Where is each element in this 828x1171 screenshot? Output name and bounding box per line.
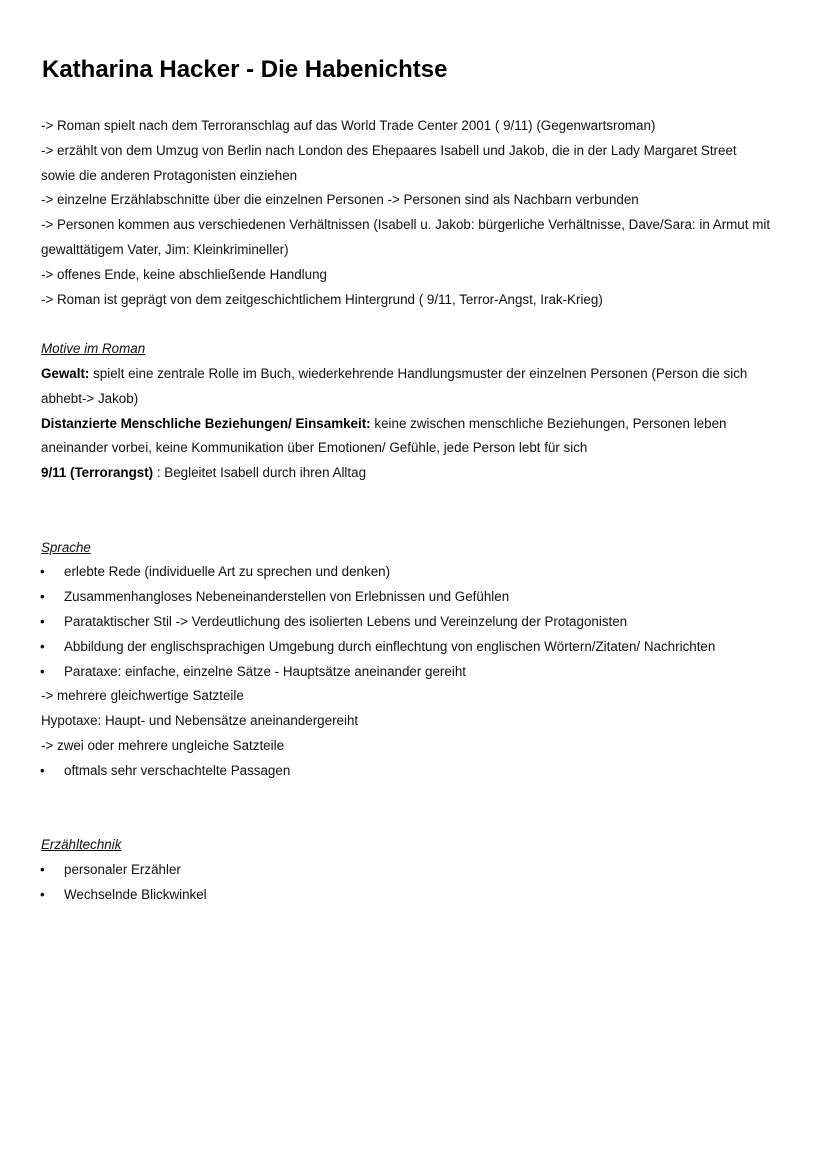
intro-line: -> einzelne Erzählabschnitte über die einzelnen Personen -> Personen sind als Nachbarn verbunden: [41, 192, 639, 208]
motive-distanz: [0, 412, 828, 437]
intro-line: gewalttätigem Vater, Jim: Kleinkrimineller): [41, 241, 289, 257]
gewalt-text: spielt eine zentrale Rolle im Buch, wiederkehrende Handlungsmuster der einzelnen Personen (Person die sich: [89, 365, 748, 381]
list-item: [0, 635, 828, 660]
motive-gewalt-cont: abhebt-> Jakob): [41, 390, 139, 406]
blank-line: [0, 784, 828, 809]
motive-distanz-cont: aneinander vorbei, keine Kommunikation über Emotionen/ Gefühle, jede Person lebt für sich: [41, 440, 588, 456]
bullet-icon: •: [40, 564, 45, 580]
gewalt-label: Gewalt:: [41, 365, 90, 381]
terror-label: 9/11 (Terrorangst): [41, 465, 154, 481]
sprache-heading: Sprache: [41, 539, 91, 555]
list-item-text: Parataxe: einfache, einzelne Sätze - Hauptsätze aneinander gereiht: [64, 663, 466, 679]
document-title: Katharina Hacker - Die Habenichtse: [42, 56, 448, 83]
list-item-text: Abbildung der englischsprachigen Umgebung durch einflechtung von englischen Wörtern/Zitaten/ Nachrichten: [64, 638, 716, 654]
list-item-text: personaler Erzähler: [64, 861, 181, 877]
sprache-line: -> zwei oder mehrere ungleiche Satzteile: [41, 737, 285, 753]
list-item: [0, 883, 828, 908]
blank-line: [0, 486, 828, 511]
sprache-line: -> mehrere gleichwertige Satzteile: [41, 688, 244, 704]
list-item: [0, 759, 828, 784]
document-body: [0, 114, 828, 908]
sprache-section: [0, 536, 828, 561]
blank-line: [0, 312, 828, 337]
list-item-text: erlebte Rede (individuelle Art zu sprechen und denken): [64, 564, 391, 580]
intro-line: -> erzählt von dem Umzug von Berlin nach London des Ehepaares Isabell und Jakob, die in der Lady Margaret Street: [41, 142, 737, 158]
list-item: [0, 610, 828, 635]
motive-terror: [0, 461, 828, 486]
sprache-line: Hypotaxe: Haupt- und Nebensätze aneinandergereiht: [41, 713, 359, 729]
intro-line: -> offenes Ende, keine abschließende Handlung: [41, 266, 327, 282]
erzaehltechnik-section: [0, 833, 828, 858]
terror-text: : Begleitet Isabell durch ihren Alltag: [153, 465, 367, 481]
motive-section: [0, 337, 828, 362]
list-item-text: oftmals sehr verschachtelte Passagen: [64, 762, 291, 778]
bullet-icon: •: [40, 762, 45, 778]
distanz-text: keine zwischen menschliche Beziehungen, Personen leben: [370, 415, 727, 431]
intro-line: -> Roman ist geprägt von dem zeitgeschichtlichem Hintergrund ( 9/11, Terror-Angst, Irak-Krieg): [41, 291, 603, 307]
intro-line: -> Roman spielt nach dem Terroranschlag auf das World Trade Center 2001 ( 9/11) (Gegenwartsroman): [41, 118, 656, 133]
list-item: [0, 560, 828, 585]
list-item: [0, 660, 828, 685]
list-item: [0, 585, 828, 610]
erzaehltechnik-heading: Erzähltechnik: [41, 837, 122, 853]
motive-heading: Motive im Roman: [41, 341, 146, 357]
bullet-icon: •: [40, 589, 45, 605]
list-item: [0, 858, 828, 883]
distanz-label: Distanzierte Menschliche Beziehungen/ Einsamkeit:: [41, 415, 371, 431]
bullet-icon: •: [40, 663, 45, 679]
blank-line: [0, 511, 828, 536]
bullet-icon: •: [40, 861, 45, 877]
motive-gewalt: [0, 362, 828, 387]
list-item-text: Parataktischer Stil -> Verdeutlichung des isolierten Lebens und Vereinzelung der Protagonisten: [64, 613, 628, 629]
intro-line: -> Personen kommen aus verschiedenen Verhältnissen (Isabell u. Jakob: bürgerliche Verhältnisse, Dave/Sara: in Armut mit: [41, 217, 771, 233]
intro-line: sowie die anderen Protagonisten einziehen: [41, 167, 298, 183]
list-item-text: Wechselnde Blickwinkel: [64, 886, 207, 902]
list-item-text: Zusammenhangloses Nebeneinanderstellen von Erlebnissen und Gefühlen: [64, 589, 510, 605]
bullet-icon: •: [40, 613, 45, 629]
bullet-icon: •: [40, 638, 45, 654]
bullet-icon: •: [40, 886, 45, 902]
blank-line: [0, 808, 828, 833]
